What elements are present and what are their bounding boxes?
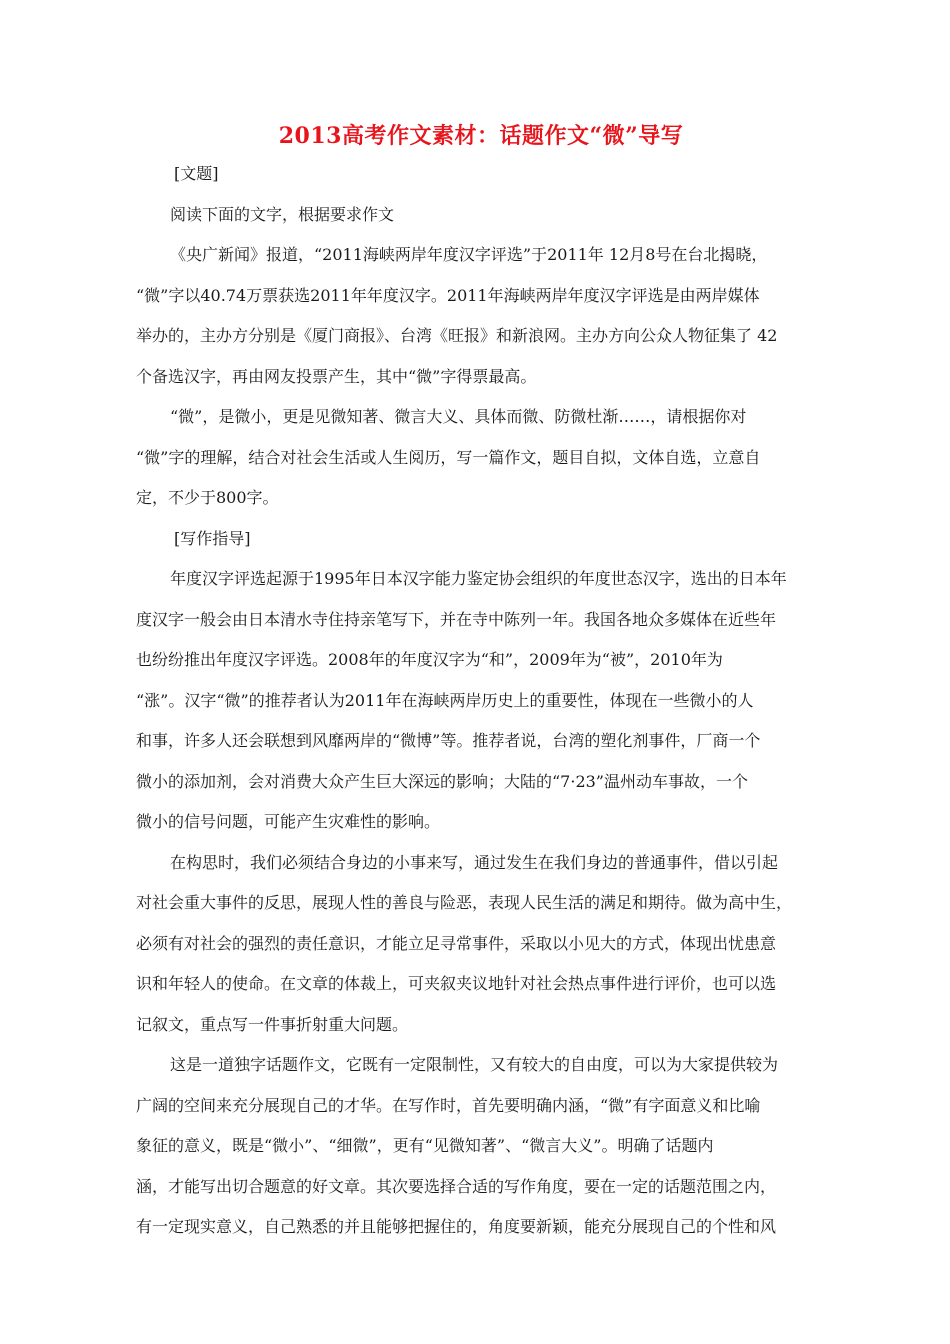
text-line: 微小的添加剂，会对消费大众产生巨大深远的影响；大陆的“7·23”温州动车事故，一个: [136, 771, 748, 791]
text-line: 度汉字一般会由日本清水寺住持亲笔写下，并在寺中陈列一年。我国各地众多媒体在近些年: [136, 609, 777, 629]
text-line: 微小的信号问题，可能产生灾难性的影响。: [136, 812, 441, 831]
paragraph: [136, 1045, 826, 1248]
text-line: 年度汉字评选起源于1995年日本汉字能力鉴定协会组织的年度世态汉字，选出的日本年: [170, 569, 787, 588]
text-line: “微”字以40.74万票获选2011年年度汉字。2011年海峡两岸年度汉字评选是由两岸媒体: [136, 285, 760, 305]
document-title: 2013高考作文素材：话题作文“微”导写: [278, 123, 684, 149]
text-line: “微”字的理解，结合对社会生活或人生阅历，写一篇作文，题目自拟，文体自选，立意自: [136, 447, 761, 467]
text-line: “微”，是微小，更是见微知著、微言大义、具体而微、防微杜渐……，请根据你对: [170, 407, 747, 426]
text-line: 有一定现实意义，自己熟悉的并且能够把握住的，角度要新颖，能充分展现自己的个性和风: [136, 1217, 777, 1236]
text-line: 这是一道独字话题作文，它既有一定限制性，又有较大的自由度，可以为大家提供较为: [170, 1055, 779, 1074]
text-line: 阅读下面的文字，根据要求作文: [170, 204, 395, 224]
paragraph: [136, 843, 826, 1046]
text-line: 识和年轻人的使命。在文章的体裁上，可夹叙夹议地针对社会热点事件进行评价，也可以选: [136, 974, 777, 993]
text-line: 涵，才能写出切合题意的好文章。其次要选择合适的写作角度，要在一定的话题范围之内，: [136, 1176, 777, 1196]
text-line: 对社会重大事件的反思，展现人性的善良与险恶，表现人民生活的满足和期待。做为高中生，: [136, 893, 793, 912]
section-label: [写作指导]: [174, 528, 251, 548]
paragraph: [136, 235, 826, 397]
paragraph: [136, 397, 826, 519]
paragraph: [136, 559, 826, 843]
text-line: 广阔的空间来充分展现自己的才华。在写作时，首先要明确内涵，“微”有字面意义和比喻: [136, 1095, 761, 1115]
text-line: 举办的，主办方分别是《厦门商报》、台湾《旺报》和新浪网。主办方向公众人物征集了 42: [136, 326, 778, 345]
document-body: [136, 154, 826, 1248]
section-label: [文题]: [174, 164, 219, 183]
text-line: 和事，许多人还会联想到风靡两岸的“微博”等。推荐者说，台湾的塑化剂事件，厂商一个: [136, 731, 761, 750]
text-line: 记叙文，重点写一件事折射重大问题。: [136, 1014, 409, 1034]
text-line: 也纷纷推出年度汉字评选。2008年的年度汉字为“和”，2009年为“被”，2010年为: [136, 650, 723, 669]
text-line: 个备选汉字，再由网友投票产生，其中“微”字得票最高。: [136, 366, 537, 386]
text-line: “涨”。汉字“微”的推荐者认为2011年在海峡两岸历史上的重要性，体现在一些微小的人: [136, 690, 754, 710]
text-line: 在构思时，我们必须结合身边的小事来写，通过发生在我们身边的普通事件，借以引起: [170, 852, 779, 872]
document-page: [136, 118, 826, 1248]
text-line: 象征的意义，既是“微小”、“细微”，更有“见微知著”、“微言大义”。明确了话题内: [136, 1136, 714, 1155]
text-line: 必须有对社会的强烈的责任意识，才能立足寻常事件，采取以小见大的方式，体现出忧患意: [136, 933, 777, 953]
text-line: 定，不少于800字。: [136, 488, 279, 507]
paragraph: [136, 195, 826, 236]
text-line: 《央广新闻》报道，“2011海峡两岸年度汉字评选”于2011年 12月8号在台北揭晓，: [170, 245, 768, 264]
